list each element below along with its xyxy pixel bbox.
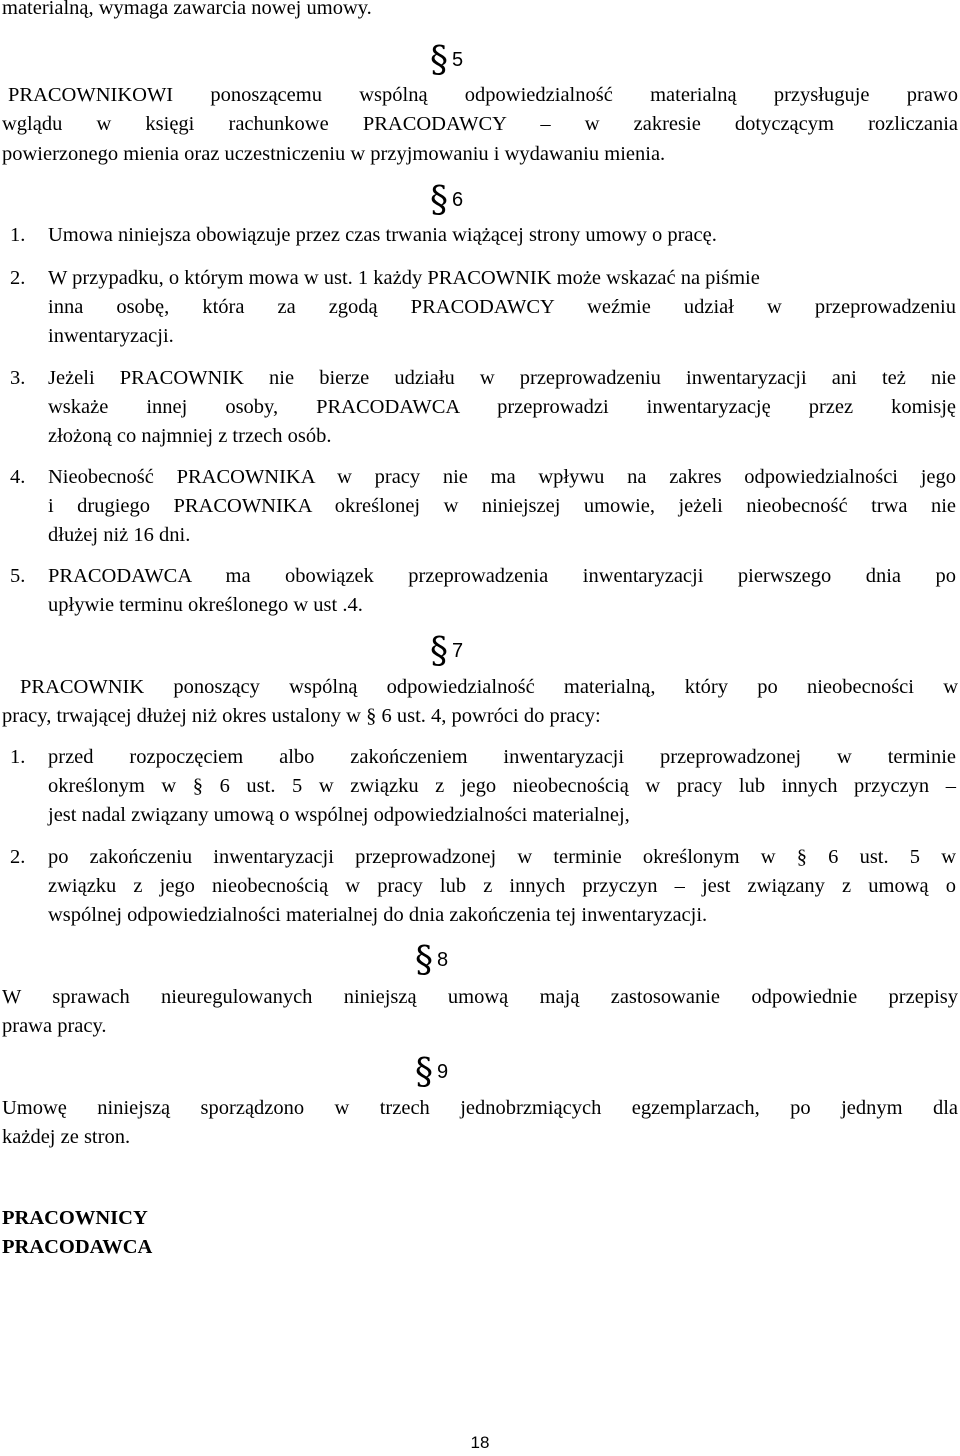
section-6-item-4-line-1: Nieobecność PRACOWNIKA w pracy nie ma wpływu na zakres odpowiedzialności jego (48, 466, 956, 488)
section-9-heading (415, 1052, 449, 1093)
page-number: 18 (470, 1433, 490, 1452)
section-5-line-1: PRACOWNIKOWI ponoszącemu wspólną odpowiedzialność materialną przysługuje prawo (8, 84, 958, 106)
section-7-item-2-line-1: po zakończeniu inwentaryzacji przeprowadzonej w terminie określonym w § 6 ust. 5 w (48, 846, 956, 868)
section-number: 7 (452, 640, 464, 662)
section-5-line-2: wglądu w księgi rachunkowe PRACODAWCY – w zakresie dotyczącym rozliczania (2, 113, 958, 135)
section-7-intro-line-1: PRACOWNIK ponoszący wspólną odpowiedzialność materialną, który po nieobecności w (20, 676, 958, 698)
signature-workers: PRACOWNICY (2, 1207, 148, 1229)
section-9-line-1: Umowę niniejszą sporządzono w trzech jednobrzmiących egzemplarzach, po jednym dla (2, 1097, 958, 1119)
section-6-heading (430, 180, 464, 221)
section-symbol: § (415, 940, 433, 981)
section-6-item-2-line-1: W przypadku, o którym mowa w ust. 1 każdy PRACOWNIK może wskazać na piśmie (48, 267, 760, 289)
section-7-item-2-line-3: wspólnej odpowiedzialności materialnej do dnia zakończenia tej inwentaryzacji. (48, 904, 708, 926)
section-number: 8 (437, 949, 449, 971)
section-7-item-1-line-1: przed rozpoczęciem albo zakończeniem inwentaryzacji przeprowadzonej w terminie (48, 746, 956, 768)
section-7-item-2-line-2: związku z jego nieobecnością w pracy lub z innych przyczyn – jest związany z umową o (48, 875, 956, 897)
section-6-item-1-line-1: Umowa niniejsza obowiązuje przez czas trwania wiążącej strony umowy o pracę. (48, 224, 717, 246)
section-number: 5 (452, 49, 464, 71)
section-6-item-5-line-2: upływie terminu określonego w ust .4. (48, 594, 363, 616)
section-6-item-1-number: 1. (10, 224, 26, 246)
section-6-item-3-line-1: Jeżeli PRACOWNIK nie bierze udziału w przeprowadzeniu inwentaryzacji ani też nie (48, 367, 956, 389)
section-7-item-1-line-2: określonym w § 6 ust. 5 w związku z jego nieobecnością w pracy lub innych przyczyn – (48, 775, 956, 797)
section-6-item-5-number: 5. (10, 565, 26, 587)
carry-over-line: materialną, wymaga zawarcia nowej umowy. (2, 0, 372, 19)
section-6-item-2-line-2: inna osobę, która za zgodą PRACODAWCY weźmie udział w przeprowadzeniu (48, 296, 956, 318)
section-7-heading (430, 631, 464, 672)
section-9-line-2: każdej ze stron. (2, 1126, 131, 1148)
section-7-item-1-line-3: jest nadal związany umową o wspólnej odpowiedzialności materialnej, (48, 804, 630, 826)
section-number: 9 (437, 1061, 449, 1083)
section-8-line-1: W sprawach nieuregulowanych niniejszą umową mają zastosowanie odpowiednie przepisy (2, 986, 958, 1008)
section-7-item-2-number: 2. (10, 846, 26, 868)
section-6-item-3-line-2: wskaże innej osoby, PRACODAWCA przeprowadzi inwentaryzację przez komisję (48, 396, 956, 418)
section-5-line-3: powierzonego mienia oraz uczestniczeniu w przyjmowaniu i wydawaniu mienia. (2, 143, 666, 165)
section-symbol: § (430, 631, 448, 672)
section-7-intro-line-2: pracy, trwającej dłużej niż okres ustalony w § 6 ust. 4, powróci do pracy: (2, 705, 601, 727)
section-5-heading (430, 40, 464, 81)
section-symbol: § (430, 180, 448, 221)
section-number: 6 (452, 189, 464, 211)
section-6-item-2-number: 2. (10, 267, 26, 289)
signature-employer: PRACODAWCA (2, 1236, 153, 1258)
section-6-item-4-number: 4. (10, 466, 26, 488)
section-6-item-3-line-3: złożoną co najmniej z trzech osób. (48, 425, 332, 447)
section-6-item-4-line-3: dłużej niż 16 dni. (48, 524, 191, 546)
section-8-heading (415, 940, 449, 981)
section-6-item-2-line-3: inwentaryzacji. (48, 325, 174, 347)
section-8-line-2: prawa pracy. (2, 1015, 107, 1037)
section-symbol: § (430, 40, 448, 81)
section-symbol: § (415, 1052, 433, 1093)
section-7-item-1-number: 1. (10, 746, 26, 768)
section-6-item-3-number: 3. (10, 367, 26, 389)
section-6-item-4-line-2: i drugiego PRACOWNIKA określonej w niniejszej umowie, jeżeli nieobecność trwa nie (48, 495, 956, 517)
section-6-item-5-line-1: PRACODAWCA ma obowiązek przeprowadzenia inwentaryzacji pierwszego dnia po (48, 565, 956, 587)
